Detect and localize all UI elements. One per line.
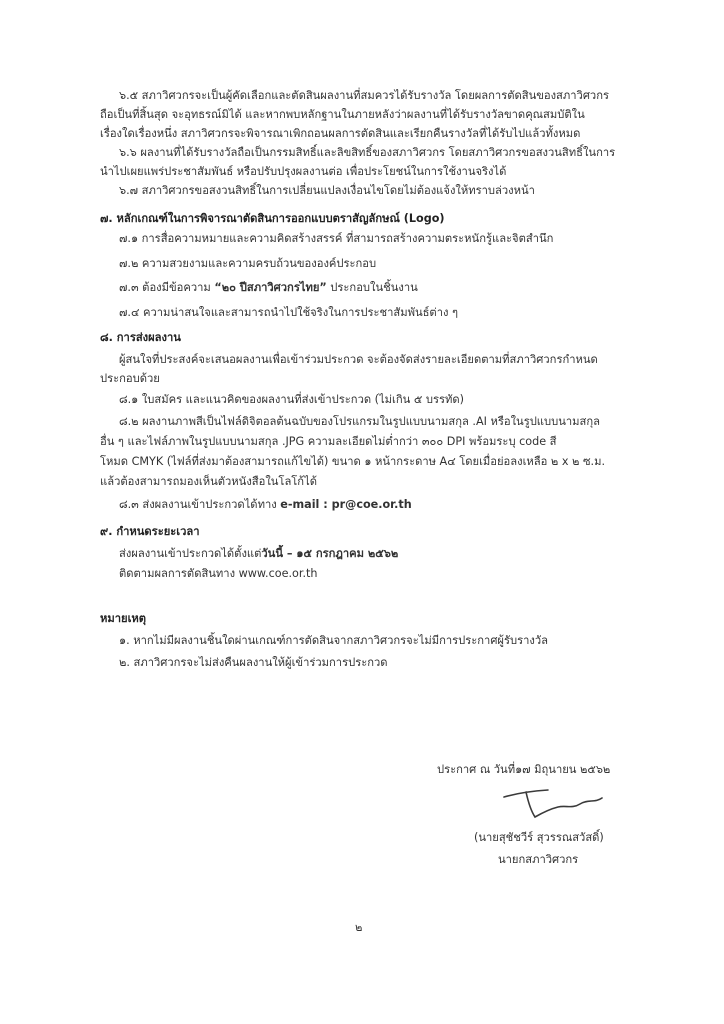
criterion-7-3-suffix: ประกอบในชิ้นงาน (326, 281, 418, 294)
criterion-7-2: ๗.๒ ความสวยงามและความครบถ้วนขององค์ประกอบ (119, 257, 377, 270)
clause-6-5-line-1: ๖.๕ สภาวิศวกรจะเป็นผู้คัดเลือกและตัดสินผลงานที่สมควรได้รับรางวัล โดยผลการตัดสินของสภาวิศวกร (119, 89, 609, 102)
item-8-3-prefix: ๘.๓ ส่งผลงานเข้าประกวดได้ทาง (119, 498, 281, 511)
section-8-intro-line-2: ประกอบด้วย (100, 372, 160, 385)
criterion-7-3 (119, 280, 418, 296)
section-9-heading: ๙. กำหนดระยะเวลา (100, 525, 200, 538)
results-website-line: ติดตามผลการตัดสินทาง www.coe.or.th (119, 567, 318, 580)
item-8-3 (119, 497, 412, 513)
criterion-7-4: ๗.๔ ความน่าสนใจและสามารถนำไปใช้จริงในการประชาสัมพันธ์ต่าง ๆ (119, 306, 459, 319)
deadline-line (119, 546, 398, 562)
item-8-2-line-1: ๘.๒ ผลงานภาพสีเป็นไฟล์ดิจิตอลต้นฉบับของโปรแกรมในรูปแบบนามสกุล .AI หรือในรูปแบบนามสกุล (119, 415, 600, 428)
criterion-7-3-prefix: ๗.๓ ต้องมีข้อความ (119, 281, 215, 294)
notes-heading: หมายเหตุ (100, 612, 147, 625)
note-2: ๒. สภาวิศวกรจะไม่ส่งคืนผลงานให้ผู้เข้าร่วมการประกวด (119, 656, 388, 669)
clause-6-5-line-2: ถือเป็นที่สิ้นสุด จะอุทธรณ์มิได้ และหากพบหลักฐานในภายหลังว่าผลงานที่ได้รับรางวัลขาดคุณสมบัติใน (100, 108, 585, 121)
clause-6-5-line-3: เรื่องใดเรื่องหนึ่ง สภาวิศวกรจะพิจารณาเพิกถอนผลการตัดสินและเรียกคืนรางวัลที่ได้รับไปแล้วทั้งหมด (100, 127, 581, 140)
item-8-2-line-2: อื่น ๆ และไฟล์ภาพในรูปแบบนามสกุล .JPG ความละเอียดไม่ต่ำกว่า ๓๐๐ DPI พร้อมระบุ code สี (100, 435, 557, 448)
item-8-2-line-4: แล้วต้องสามารถมองเห็นตัวหนังสือในโลโก้ได้ (100, 475, 317, 488)
signatory-title: นายกสภาวิศวกร (498, 853, 579, 866)
announcement-date: ประกาศ ณ วันที่๑๗ มิถุนายน ๒๕๖๒ (437, 763, 611, 776)
clause-6-6-line-1: ๖.๖ ผลงานที่ได้รับรางวัลถือเป็นกรรมสิทธิ์และลิขสิทธิ์ของสภาวิศวกร โดยสภาวิศวกรขอสงวนสิทธิ์ในการ (119, 146, 616, 159)
clause-6-6-line-2: นำไปเผยแพร่ประชาสัมพันธ์ หรือปรับปรุงผลงานต่อ เพื่อประโยชน์ในการใช้งานจริงได้ (100, 165, 507, 178)
section-8-heading: ๘. การส่งผลงาน (100, 331, 181, 344)
note-1: ๑. หากไม่มีผลงานชิ้นใดผ่านเกณฑ์การตัดสินจากสภาวิศวกรจะไม่มีการประกาศผู้รับรางวัล (119, 634, 548, 647)
criterion-7-1: ๗.๑ การสื่อความหมายและความคิดสร้างสรรค์ ที่สามารถสร้างความตระหนักรู้และจิตสำนึก (119, 232, 554, 245)
item-8-1: ๘.๑ ใบสมัคร และแนวคิดของผลงานที่ส่งเข้าประกวด (ไม่เกิน ๕ บรรทัด) (119, 393, 464, 406)
handwritten-signature (498, 787, 608, 827)
section-7-heading: ๗. หลักเกณฑ์ในการพิจารณาตัดสินการออกแบบตราสัญลักษณ์ (Logo) (100, 212, 445, 225)
deadline-date: วันนี้ – ๑๕ กรกฎาคม ๒๕๖๒ (261, 547, 399, 560)
page-number: ๒ (355, 921, 363, 934)
submission-email: e-mail : pr@coe.or.th (280, 498, 412, 511)
item-8-2-line-3: โหมด CMYK (ไฟล์ที่ส่งมาต้องสามารถแก้ไขได้) ขนาด ๑ หน้ากระดาษ A๔ โดยเมื่อย่อลงเหลือ ๒ x ๒ ซ.ม. (100, 455, 606, 468)
deadline-prefix: ส่งผลงานเข้าประกวดได้ตั้งแต่ (119, 547, 262, 560)
section-8-intro-line-1: ผู้สนใจที่ประสงค์จะเสนอผลงานเพื่อเข้าร่วมประกวด จะต้องจัดส่งรายละเอียดตามที่สภาวิศวกรกำหนด (119, 353, 598, 366)
criterion-7-3-required-text: “๒๐ ปีสภาวิศวกรไทย” (214, 281, 327, 294)
clause-6-7: ๖.๗ สภาวิศวกรขอสงวนสิทธิ์ในการเปลี่ยนแปลงเงื่อนไขโดยไม่ต้องแจ้งให้ทราบล่วงหน้า (119, 184, 535, 197)
signatory-name: (นายสุชัชวีร์ สุวรรณสวัสดิ์) (474, 831, 604, 844)
